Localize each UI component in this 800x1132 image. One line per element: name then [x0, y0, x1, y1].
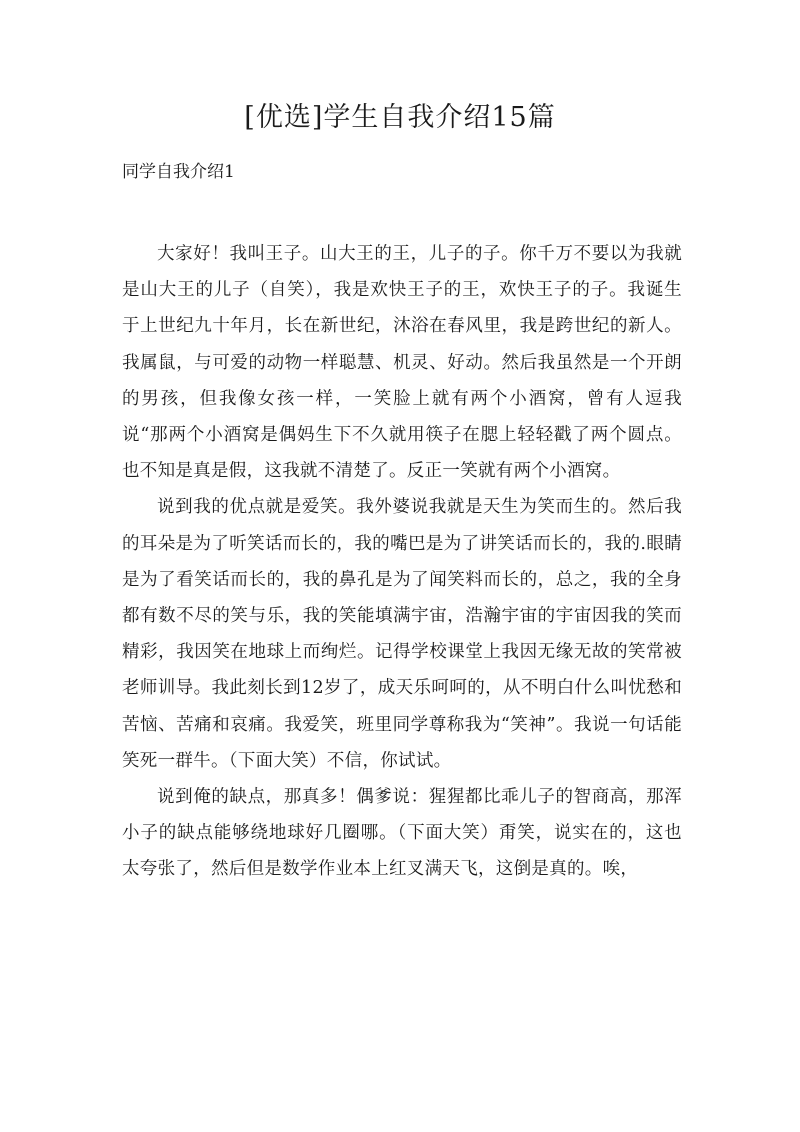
- paragraph-weaknesses: 说到俺的缺点，那真多！偶爹说：猩猩都比乖儿子的智商高，那浑小子的缺点能够绕地球好几圈哪。（下面大笑）甭笑，说实在的，这也太夸张了，然后但是数学作业本上红叉满天飞，这倒是真的。唉，: [122, 787, 682, 880]
- section-heading: 同学自我介绍1: [122, 162, 235, 182]
- document-title: [优选]学生自我介绍15篇: [244, 102, 556, 133]
- paragraph-strengths: 说到我的优点就是爱笑。我外婆说我就是天生为笑而生的。然后我的耳朵是为了听笑话而长的，我的嘴巴是为了讲笑话而长的，我的.眼睛是为了看笑话而长的，我的鼻孔是为了闻笑料而长的，总之，我的全身都有数不尽的笑与乐，我的笑能填满宇宙，浩瀚宇宙的宇宙因我的笑而精彩，我因笑在地球上而绚烂。记得学校课堂上我因无缘无故的笑常被老师训导。我此刻长到12岁了，成天乐呵呵的，从不明白什么叫忧愁和苦恼、苦痛和哀痛。我爱笑，班里同学尊称我为“笑神”。我说一句话能笑死一群牛。（下面大笑）不信，你试试。: [122, 497, 682, 771]
- paragraph-intro: 大家好！我叫王子。山大王的王，儿子的子。你千万不要以为我就是山大王的儿子（自笑），我是欢快王子的王，欢快王子的子。我诞生于上世纪九十年月，长在新世纪，沐浴在春风里，我是跨世纪的新人。我属鼠，与可爱的动物一样聪慧、机灵、好动。然后我虽然是一个开朗的男孩，但我像女孩一样，一笑脸上就有两个小酒窝，曾有人逗我说“那两个小酒窝是偶妈生下不久就用筷子在腮上轻轻戳了两个圆点。也不知是真是假，这我就不清楚了。反正一笑就有两个小酒窝。: [122, 244, 682, 482]
- document-body: [122, 236, 682, 888]
